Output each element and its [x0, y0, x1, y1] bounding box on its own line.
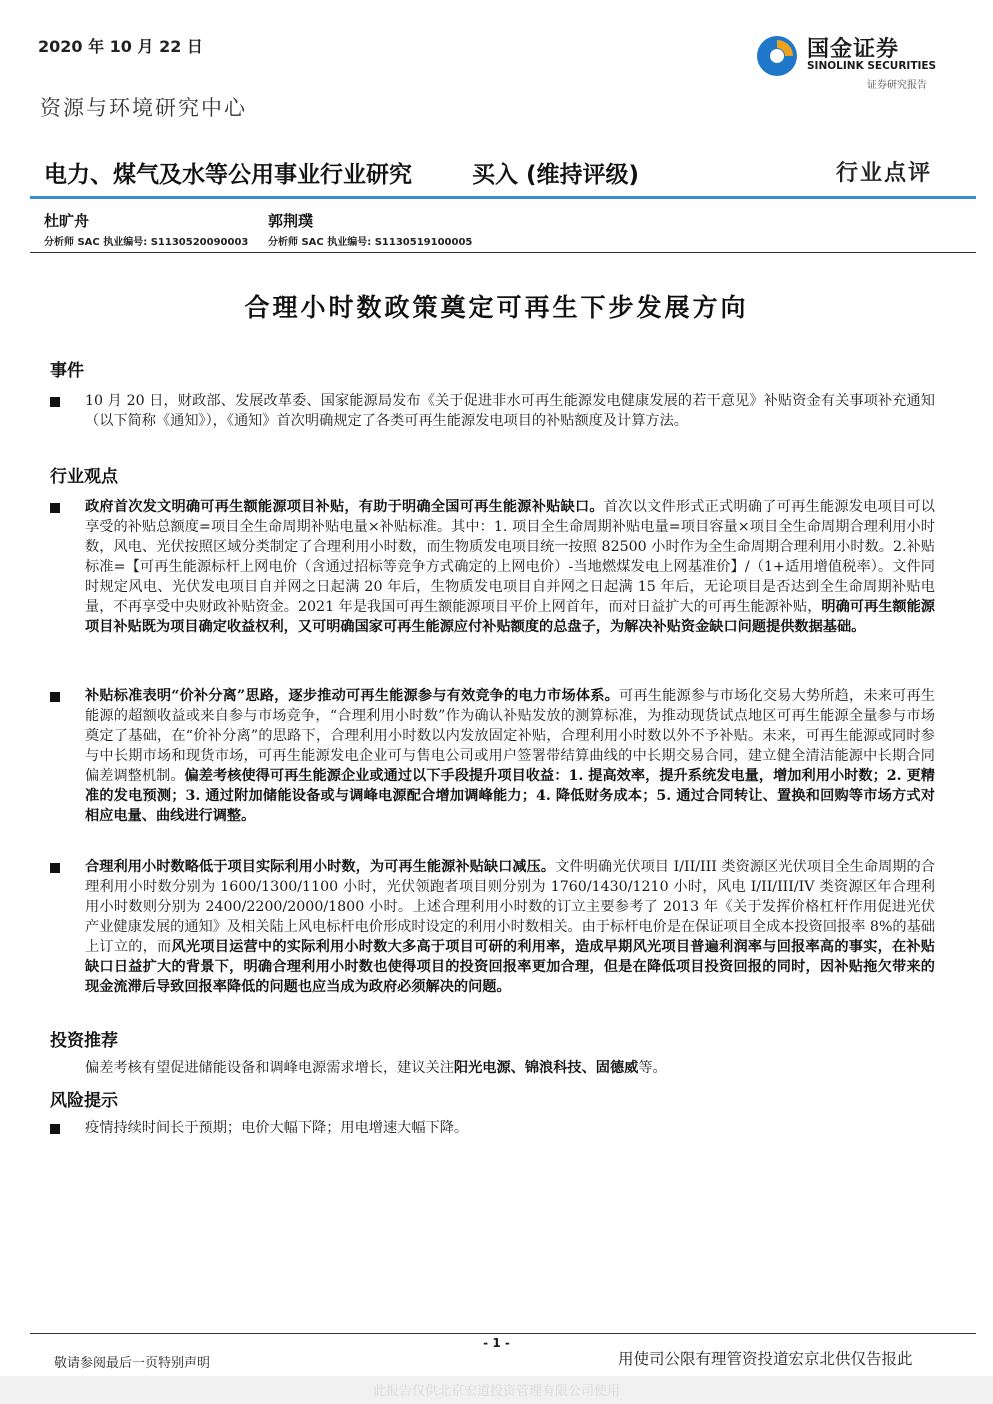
- sinolink-logo-icon: [755, 34, 799, 78]
- rating-label: 买入 (维持评级): [472, 162, 640, 188]
- bullet-marker: [50, 503, 60, 513]
- report-date: 2020 年 10 月 22 日: [38, 37, 203, 56]
- risk-paragraph: 疫情持续时间长于预期；电价大幅下降；用电增速大幅下降。: [85, 1120, 469, 1136]
- bullet-marker: [50, 1124, 60, 1134]
- view-p2-lead: 补贴标准表明“价补分离”思路，逐步推动可再生能源参与有效竞争的电力市场体系。: [85, 688, 620, 704]
- section-heading-risk: 风险提示: [50, 1091, 118, 1111]
- section-heading-event: 事件: [50, 361, 84, 381]
- view-p1-emphasis: 明确可再生额能源项目补贴既为项目确定收益权利，又可明确国家可再生能源应付补贴额度的总盘子，为解决补贴资金缺口问题提供数据基础。: [85, 599, 935, 635]
- view-p3-body: 文件明确光伏项目 I/II/III 类资源区光伏项目全生命周期的合理利用小时数分别为 1600/1300/1100 小时，光伏领跑者项目则分别为 1760/1430/1210 小时，风电 I/II/III/IV 类资源区年合理利用小时数则分别为 2400/2200/2000/1800 小时。上述合理利用小时数的订立主要参考了 2013 年《关于发挥价格杠杆作用促进光伏产业健康发展的通知》及相关陆上风电标杆电价形成时设定的利用小时数相关。由于标杆电价是在保证项目全成本投资回报率 8%的基础上订立的，而: [85, 859, 935, 955]
- bullet-marker: [50, 692, 60, 702]
- company-logo: [755, 30, 945, 94]
- bullet-marker: [50, 863, 60, 873]
- footer-disclaimer: 敬请参阅最后一页特别声明: [54, 1356, 211, 1371]
- section-heading-invest: 投资推荐: [50, 1031, 118, 1051]
- analyst-id-2: 分析师 SAC 执业编号: S1130519100005: [268, 237, 473, 248]
- view-paragraph-2: [85, 686, 935, 826]
- event-paragraph: 10 月 20 日，财政部、发展改革委、国家能源局发布《关于促进非水可再生能源发电健康发展的若干意见》补贴资金有关事项补充通知（以下简称《通知》），《通知》首次明确规定了各类可再生能源发电项目的补贴额度及计算方法。: [85, 393, 935, 429]
- watermark-text: 此报告仅供北京宏道投资管理有限公司使用: [372, 1384, 620, 1399]
- report-title: 合理小时数政策奠定可再生下步发展方向: [244, 293, 749, 322]
- view-p3-emphasis: 风光项目运营中的实际利用小时数大多高于项目可研的利用率，造成早期风光项目普遍利润率与回报率高的事实，在补贴缺口日益扩大的背景下，明确合理利用小时数也使得项目的投资回报率更加合理，但是在降低项目投资回报的同时，因补贴拖欠带来的现金流滞后导致回报率降低的问题也应当成为政府必须解决的问题。: [85, 939, 935, 995]
- view-p3-lead: 合理利用小时数略低于项目实际利用小时数，为可再生能源补贴缺口减压。: [85, 859, 556, 875]
- invest-paragraph: 偏差考核有望促进储能设备和调峰电源需求增长，建议关注阳光电源、锦浪科技、固德威等。: [85, 1060, 667, 1076]
- view-paragraph-1: [85, 497, 935, 637]
- logo-chinese-name: 国金证券: [807, 37, 900, 62]
- analyst-id-1: 分析师 SAC 执业编号: S1130520090003: [44, 237, 249, 248]
- bullet-marker: [50, 397, 60, 407]
- logo-english-name: SINOLINK SECURITIES: [807, 60, 937, 72]
- document-type: 行业点评: [836, 160, 933, 186]
- header-divider: [30, 196, 976, 199]
- view-paragraph-3: [85, 857, 935, 997]
- industry-headline: 电力、煤气及水等公用事业行业研究: [44, 162, 412, 188]
- view-p2-body: 可再生能源参与市场化交易大势所趋，未来可再生能源的超额收益或来自参与市场竞争，“合理利用小时数”作为确认补贴发放的测算标准，为推动现货试点地区可再生能源全量参与市场奠定了基础，在“价补分离”的思路下，合理利用小时数以内发放固定补贴，合理利用小时数以外不予补贴。未来，可再生能源或同时参与中长期市场和现货市场，可再生能源发电企业可与售电公司或用户签署带结算曲线的中长期交易合同，建立健全清洁能源中长期合同偏差调整机制。: [85, 688, 935, 784]
- view-p2-emphasis: 偏差考核使得可再生能源企业或通过以下手段提升项目收益：1. 提高效率，提升系统发电量，增加利用小时数；2. 更精准的发电预测；3. 通过附加储能设备或与调峰电源配合增加调峰能力；4. 降低财务成本；5. 通过合同转让、置换和回购等市场方式对相应电量、曲线进行调整。: [85, 768, 935, 824]
- footer-divider: [30, 1333, 976, 1334]
- analyst-name-1: 杜旷舟: [44, 212, 90, 230]
- page-number: - 1 -: [483, 1336, 510, 1350]
- analyst-name-2: 郭荆璞: [268, 212, 314, 230]
- logo-subtitle: 证券研究报告: [867, 80, 927, 91]
- view-p1-body: 首次以文件形式正式明确了可再生能源发电项目可以享受的补贴总额度=项目全生命周期补贴电量×补贴标准。其中：1. 项目全生命周期补贴电量=项目容量×项目全生命周期合理利用小时数，风电、光伏按照区域分类制定了合理利用小时数，而生物质发电项目统一按照 82500 小时作为全生命周期合理利用小时数。2.补贴标准=【可再生能源标杆上网电价（含通过招标等竞争方式确定的上网电价）-当地燃煤发电上网基准价】/（1+适用增值税率）。文件同时规定风电、光伏发电项目自并网之日起满 20 年后，生物质发电项目自并网之日起满 15 年后，无论项目是否达到全生命周期补贴电量，不再享受中央财政补贴资金。2021 年是我国可再生额能源项目平价上网首年，而对日益扩大的可再生能源补贴，: [85, 499, 935, 615]
- research-center-label: 资源与环境研究中心: [40, 96, 247, 120]
- author-divider: [30, 252, 976, 253]
- section-heading-view: 行业观点: [50, 467, 118, 487]
- recommended-stocks: 阳光电源、锦浪科技、固德威: [453, 1060, 639, 1076]
- view-p1-lead: 政府首次发文明确可再生额能源项目补贴，有助于明确全国可再生能源补贴缺口。: [85, 499, 604, 515]
- footer-license-note: 用使司公限有理管资投道宏京北供仅告报此: [618, 1350, 913, 1368]
